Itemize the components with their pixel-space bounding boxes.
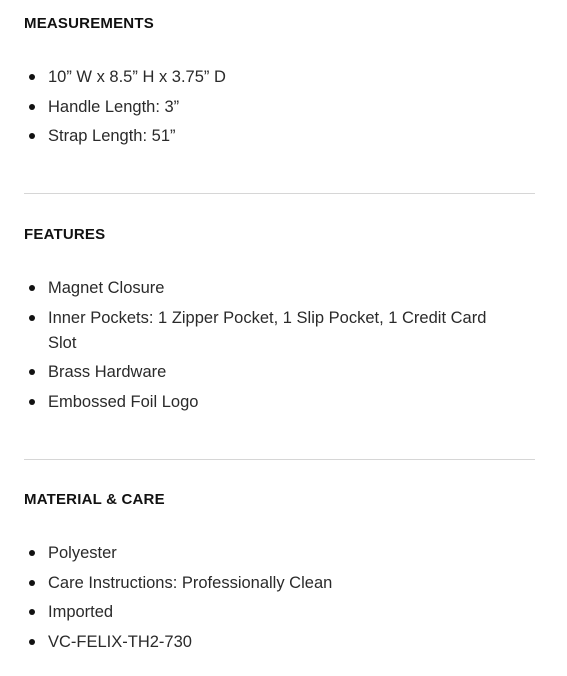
list-item-text: Care Instructions: Professionally Clean xyxy=(48,573,333,592)
material-care-section xyxy=(24,490,535,659)
list-item xyxy=(24,600,535,625)
section-title-features: FEATURES xyxy=(24,226,106,243)
bullet-icon xyxy=(29,369,35,375)
measurements-section xyxy=(24,14,535,154)
list-item-text: Inner Pockets: 1 Zipper Pocket, 1 Slip Pocket, 1 Credit Card Slot xyxy=(48,308,487,352)
list-item-text: Brass Hardware xyxy=(48,363,167,381)
features-section xyxy=(24,225,535,419)
list-item-text: Handle Length: 3” xyxy=(48,97,180,116)
list-item xyxy=(24,306,518,356)
bullet-icon xyxy=(29,285,35,291)
section-title-measurements: MEASUREMENTS xyxy=(24,15,154,32)
list-item-text: VC-FELIX-TH2-730 xyxy=(48,632,192,651)
list-item xyxy=(24,360,535,385)
list-item-text: Imported xyxy=(48,603,114,621)
list-item-text: Magnet Closure xyxy=(48,279,165,297)
section-title-material-care: MATERIAL & CARE xyxy=(24,491,165,508)
bullet-icon xyxy=(29,74,35,80)
section-divider xyxy=(24,459,535,460)
list-item xyxy=(24,390,535,415)
list-item xyxy=(24,571,535,596)
section-divider xyxy=(24,193,535,194)
list-item-text: 10” W x 8.5” H x 3.75” D xyxy=(48,68,226,86)
bullet-icon xyxy=(29,104,35,110)
bullet-icon xyxy=(29,550,35,556)
bullet-icon xyxy=(29,609,35,615)
bullet-icon xyxy=(29,580,35,586)
list-item-text: Polyester xyxy=(48,544,117,562)
list-item xyxy=(24,124,535,149)
list-item xyxy=(24,95,535,120)
bullet-icon xyxy=(29,639,35,645)
features-list xyxy=(24,276,535,415)
bullet-icon xyxy=(29,315,35,321)
material-care-list xyxy=(24,541,535,655)
list-item xyxy=(24,541,535,566)
measurements-list xyxy=(24,65,535,149)
list-item xyxy=(24,630,535,655)
list-item xyxy=(24,65,535,90)
bullet-icon xyxy=(29,399,35,405)
list-item-text: Embossed Foil Logo xyxy=(48,392,199,411)
bullet-icon xyxy=(29,133,35,139)
list-item-text: Strap Length: 51” xyxy=(48,127,176,145)
list-item xyxy=(24,276,535,301)
